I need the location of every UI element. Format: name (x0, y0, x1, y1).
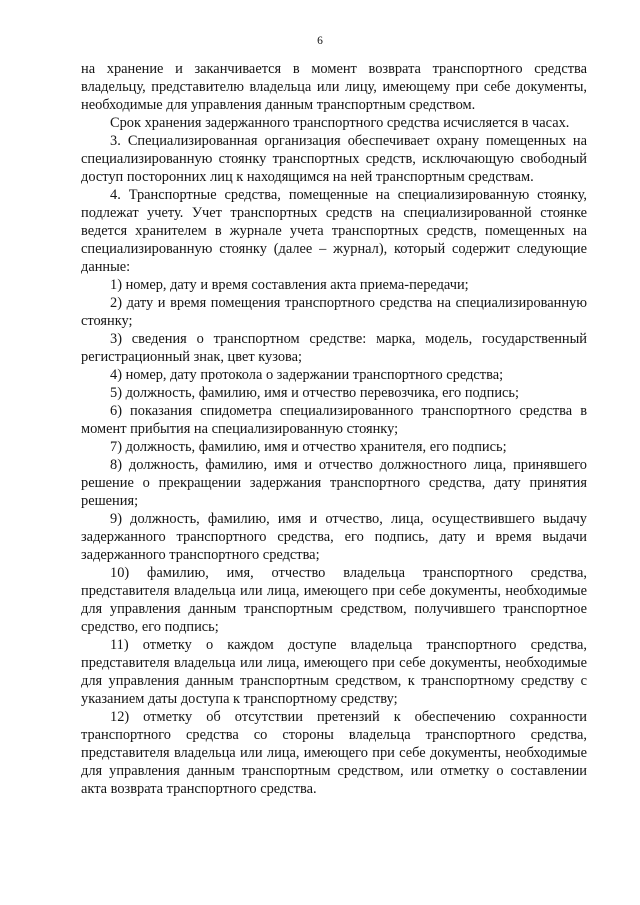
journal-entry-3: 3) сведения о транспортном средстве: марка, модель, государственный регистрационный знак, цвет кузова; (81, 331, 587, 365)
journal-entry-9: 9) должность, фамилию, имя и отчество, лица, осуществившего выдачу задержанного транспортного средства, его подпись, дату и время выдачи задержанного транспортного средства; (81, 511, 587, 563)
paragraph-storage-term: Срок хранения задержанного транспортного средства исчисляется в часах. (110, 115, 570, 131)
journal-entry-10: 10) фамилию, имя, отчество владельца транспортного средства, представителя владельца или лица, имеющего при себе документы, необходимые для управления данным транспортным средством, получившего транспортное средство, его подпись; (81, 565, 587, 635)
journal-entry-11: 11) отметку о каждом доступе владельца транспортного средства, представителя владельца или лица, имеющего при себе документы, необходимые для управления данным транспортным средством, к транспортному средству с указанием даты доступа к транспортному средству; (81, 637, 587, 707)
journal-entry-7: 7) должность, фамилию, имя и отчество хранителя, его подпись; (110, 439, 507, 455)
journal-entry-5: 5) должность, фамилию, имя и отчество перевозчика, его подпись; (110, 385, 519, 401)
journal-entry-4: 4) номер, дату протокола о задержании транспортного средства; (110, 367, 504, 383)
page-number: 6 (317, 35, 323, 47)
journal-entry-12: 12) отметку об отсутствии претензий к обеспечению сохранности транспортного средства со стороны владельца транспортного средства, представителя владельца или лица, имеющего при себе документы, необходимые для управления данным транспортным средством, или отметку о составлении акта возврата транспортного средства. (81, 709, 587, 797)
journal-entry-8: 8) должность, фамилию, имя и отчество должностного лица, принявшего решение о прекращении задержания транспортного средства, дату принятия решения; (81, 457, 587, 509)
journal-entry-2: 2) дату и время помещения транспортного средства на специализированную стоянку; (81, 295, 587, 329)
document-body (81, 60, 587, 798)
journal-entry-6: 6) показания спидометра специализированного транспортного средства в момент прибытия на специализированную стоянку; (81, 403, 587, 437)
paragraph-storage-start-continued: на хранение и заканчивается в момент возврата транспортного средства владельцу, представителю владельца или лицу, имеющему при себе документы, необходимые для управления данным транспортным средством. (81, 61, 587, 113)
paragraph-item-4-accounting: 4. Транспортные средства, помещенные на специализированную стоянку, подлежат учету. Учет транспортных средств на специализированной стоянке ведется хранителем в журнале учета транспортных средств, помещенных на специализированную стоянку (далее – журнал), который содержит следующие данные: (81, 187, 587, 275)
paragraph-item-3-security: 3. Специализированная организация обеспечивает охрану помещенных на специализированную стоянку транспортных средств, исключающую свободный доступ посторонних лиц к находящимся на ней транспортным средствам. (81, 133, 587, 185)
journal-entry-1: 1) номер, дату и время составления акта приема-передачи; (110, 277, 469, 293)
